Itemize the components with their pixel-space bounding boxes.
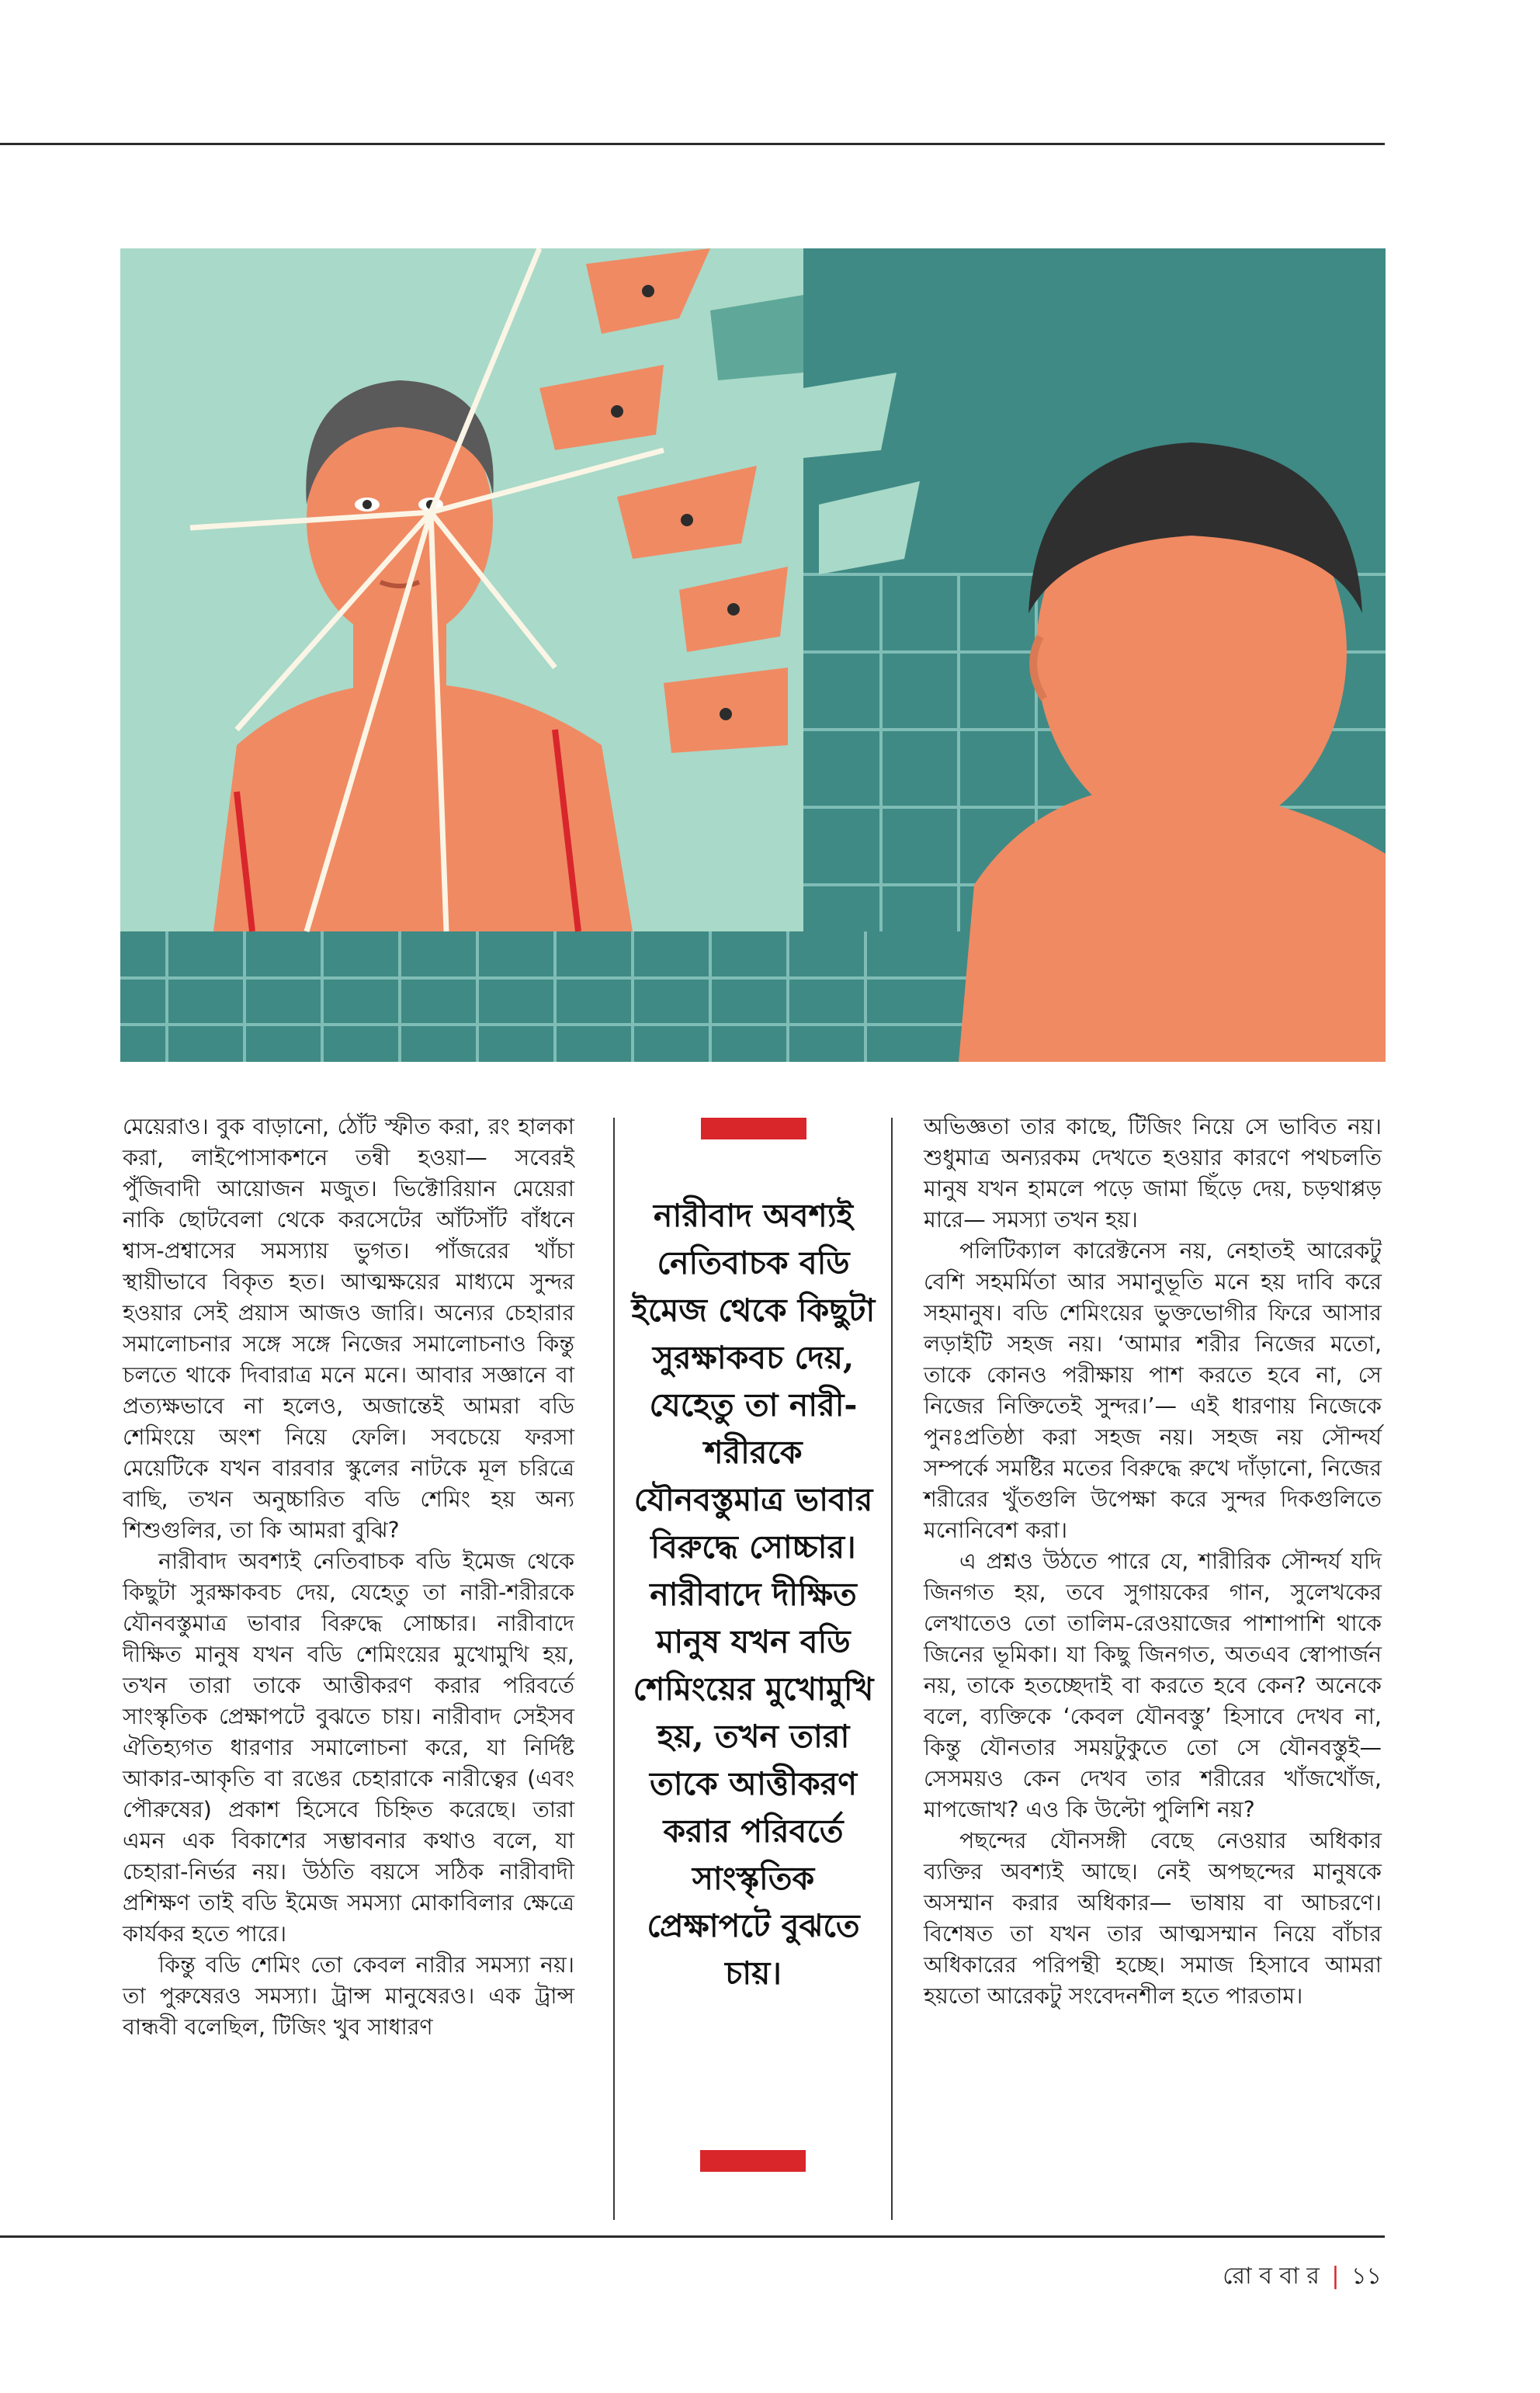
pull-quote-text: নারীবাদ অবশ্যই নেতিবাচক বডি ইমেজ থেকে কিছুটা সুরক্ষাকবচ দেয়, যেহেতু তা নারী-শরীরকে যৌনবস্তুমাত্র ভাবার বিরুদ্ধে সোচ্চার। নারীবাদে দীক্ষিত মানুষ যখন বডি শেমিংয়ের মুখোমুখি হয়, তখন তারা তাকে আত্তীকরণ করার পরিবর্তে সাংস্কৃতিক প্রেক্ষাপটে বুঝতে চায়। (631, 1197, 876, 1992)
pull-quote-top-bar (701, 1118, 806, 1139)
bottom-rule (0, 2235, 1385, 2238)
top-rule (0, 143, 1385, 145)
pull-quote-bottom-bar (700, 2150, 806, 2172)
article-paragraph: পছন্দের যৌনসঙ্গী বেছে নেওয়ার অধিকার ব্যক্তির অবশ্যই আছে। নেই অপছন্দের মানুষকে অসম্মান করার অধিকার— ভাষায় বা আচরণে। বিশেষত তা যখন তার আত্মসম্মান নিয়ে বাঁচার অধিকারের পরিপন্থী হচ্ছে। সমাজ হিসাবে আমরা হয়তো আরেকটু সংবেদনশীল হতে পারতাম। (924, 1828, 1382, 2009)
pull-quote (627, 1118, 879, 2173)
article-paragraph: নারীবাদ অবশ্যই নেতিবাচক বডি ইমেজ থেকে কিছুটা সুরক্ষাকবচ দেয়, যেহেতু তা নারী-শরীরকে যৌনবস্তুমাত্র ভাবার বিরুদ্ধে সোচ্চার। নারীবাদে দীক্ষিত মানুষ যখন বডি শেমিংয়ের মুখোমুখি হয়, তখন তারা তাকে আত্তীকরণ করার পরিবর্তে সাংস্কৃতিক প্রেক্ষাপটে বুঝতে চায়। নারীবাদ সেইসব ঐতিহ্যগত ধারণার সমালোচনা করে, যা নির্দিষ্ট আকার-আকৃতি বা রঙের চেহারাকে নারীত্বের (এবং পৌরুষের) প্রকাশ হিসেবে চিহ্নিত করেছে। তারা এমন এক বিকাশের সম্ভাবনার কথাও বলে, যা চেহারা-নির্ভর নয়। উঠতি বয়সে সঠিক নারীবাদী প্রশিক্ষণ তাই বডি ইমেজ সমস্যা মোকাবিলার ক্ষেত্রে কার্যকর হতে পারে। (123, 1549, 574, 1947)
article-paragraph: অভিজ্ঞতা তার কাছে, টিজিং নিয়ে সে ভাবিত নয়। শুধুমাত্র অন্যরকম দেখতে হওয়ার কারণে পথচলতি মানুষ যখন হামলে পড়ে জামা ছিঁড়ে দেয়, চড়থাপ্পড় মারে— সমস্যা তখন হয়। (924, 1114, 1382, 1233)
page-number: ১১ (1351, 2263, 1382, 2290)
article-paragraph: পলিটিক্যাল কারেক্টনেস নয়, নেহাতই আরেকটু বেশি সহমর্মিতা আর সমানুভূতি মনে হয় দাবি করে সহমানুষ। বডি শেমিংয়ের ভুক্তভোগীর ফিরে আসার লড়াইটি সহজ নয়। ‘আমার শরীর নিজের মতো, তাকে কোনও পরীক্ষায় পাশ করতে হবে না, সে নিজের নিক্তিতেই সুন্দর।’— এই ধারণায় নিজেকে পুনঃপ্রতিষ্ঠা করা সহজ নয়। সহজ নয় সৌন্দর্য সম্পর্কে সমষ্টির মতের বিরুদ্ধে রুখে দাঁড়ানো, নিজের শরীরের খুঁতগুলি উপেক্ষা করে সুন্দর দিকগুলিতে মনোনিবেশ করা। (924, 1238, 1382, 1543)
article-paragraph: কিন্তু বডি শেমিং তো কেবল নারীর সমস্যা নয়। তা পুরুষেরও সমস্যা। ট্রান্স মানুষেরও। এক ট্রান্স বান্ধবী বলেছিল, টিজিং খুব সাধারণ (123, 1952, 574, 2040)
article-paragraph: এ প্রশ্নও উঠতে পারে যে, শারীরিক সৌন্দর্য যদি জিনগত হয়, তবে সুগায়কের গান, সুলেখকের লেখাতেও তো তালিম-রেওয়াজের পাশাপাশি থাকে জিনের ভূমিকা। যা কিছু জিনগত, অতএব স্বোপার্জন নয়, তাকে হতচ্ছেদাই বা করতে হবে কেন? অনেকে বলে, ব্যক্তিকে ‘কেবল যৌনবস্তু’ হিসাবে দেখব না, কিন্তু যৌনতার সময়টুকুতে তো সে যৌনবস্তুই— সেসময়ও কেন দেখব তার শরীরের খাঁজখোঁজ, মাপজোখ? এও কি উল্টো পুলিশি নয়? (924, 1549, 1382, 1822)
article-paragraph: মেয়েরাও। বুক বাড়ানো, ঠোঁট স্ফীত করা, রং হালকা করা, লাইপোসাকশনে তন্বী হওয়া— সবেরই পুঁজিবাদী আয়োজন মজুত। ভিক্টোরিয়ান মেয়েরা নাকি ছোটবেলা থেকে করসেটের আঁটসাঁট বাঁধনে শ্বাস-প্রশ্বাসের সমস্যায় ভুগত। পাঁজরের খাঁচা স্থায়ীভাবে বিকৃত হত। আত্মক্ষয়ের মাধ্যমে সুন্দর হওয়ার সেই প্রয়াস আজও জারি। অন্যের চেহারার সমালোচনার সঙ্গে সঙ্গে নিজের সমালোচনাও কিন্তু চলতে থাকে দিবারাত্র মনে মনে। আবার সজ্ঞানে বা প্রত্যক্ষভাবে না হলেও, অজান্তেই আমরা বডি শেমিংয়ে অংশ নিয়ে ফেলি। সবচেয়ে ফরসা মেয়েটিকে যখন বারবার স্কুলের নাটকে মূল চরিত্রে বাছি, তখন অনুচ্চারিত বডি শেমিং হয় অন্য শিশুগুলির, তা কি আমরা বুঝি? (123, 1114, 574, 1543)
broken-mirror-illustration (120, 248, 1386, 1062)
column-divider (613, 1118, 615, 2220)
page-footer (1223, 2257, 1382, 2297)
article-column-left (123, 1112, 574, 2043)
article-column-right (924, 1112, 1382, 2012)
column-divider (891, 1118, 893, 2220)
footer-separator: | (1331, 2263, 1340, 2290)
magazine-name: রো ব বা র (1223, 2263, 1320, 2290)
